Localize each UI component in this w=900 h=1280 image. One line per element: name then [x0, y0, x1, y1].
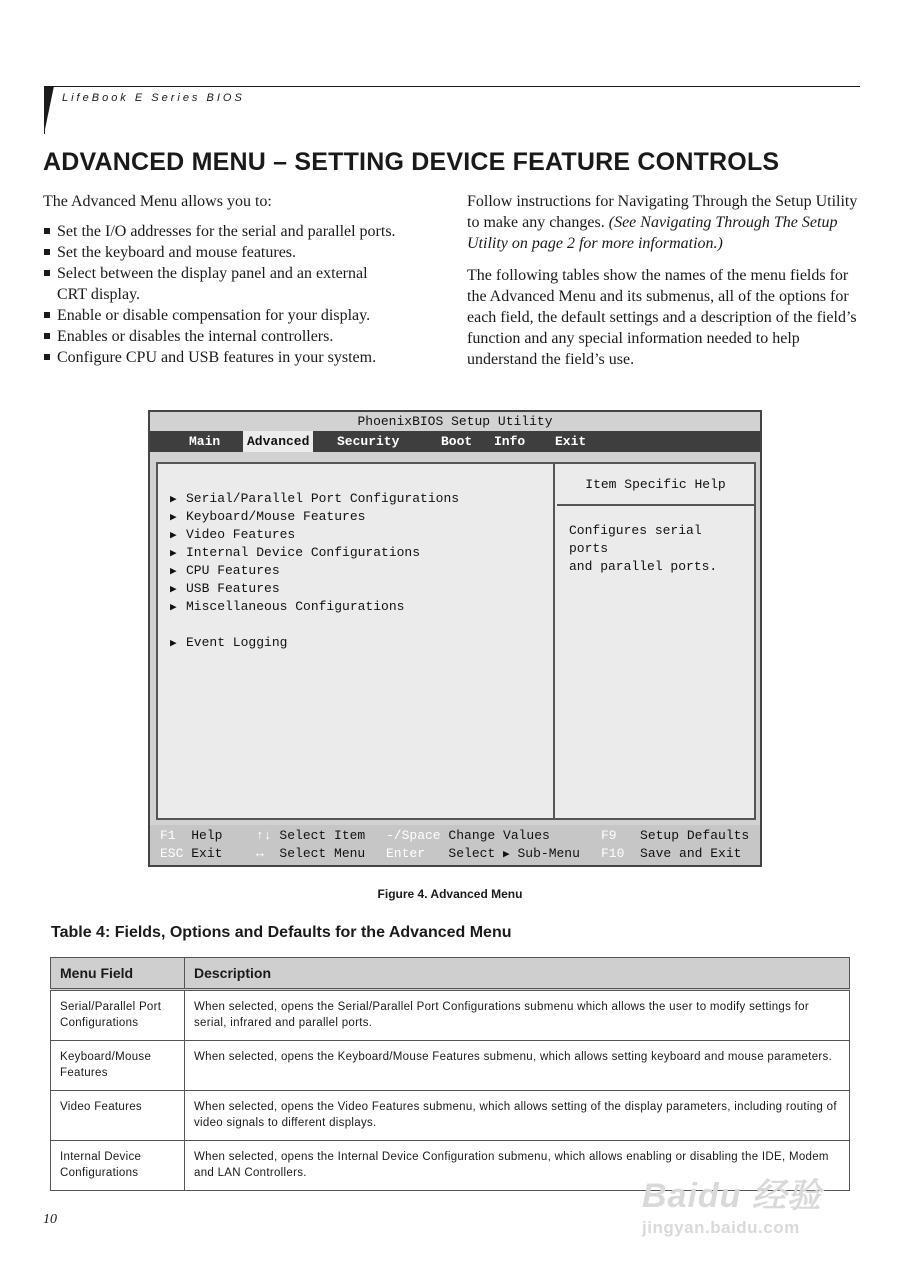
submenu-arrow-icon: ▶ — [170, 548, 177, 560]
column-header-description: Description — [185, 958, 850, 990]
bios-item-video[interactable]: ▶ Video Features — [170, 526, 295, 544]
bios-item-cpu[interactable]: ▶ CPU Features — [170, 562, 280, 580]
bios-menu-boot[interactable]: Boot — [441, 434, 473, 449]
header-rule — [44, 86, 860, 87]
bios-item-internal-device[interactable]: ▶ Internal Device Configurations — [170, 544, 420, 562]
intro-right-column — [467, 191, 862, 381]
bios-title: PhoenixBIOS Setup Utility — [357, 414, 553, 429]
watermark — [640, 1168, 860, 1248]
table-row — [51, 1091, 850, 1141]
help-title: Item Specific Help — [557, 464, 754, 506]
table-title: Table 4: Fields, Options and Defaults for the Advanced Menu — [51, 924, 512, 941]
list-item: Configure CPU and USB features in your system. — [43, 347, 443, 368]
bios-menu-exit[interactable]: Exit — [555, 434, 587, 449]
tables-overview: The following tables show the names of the menu fields for the Advanced Menu and its submenus, all of the options for each field, the default settings and a description of the field’s function and any special information needed to help understand the field’s use. — [467, 267, 857, 368]
menu-field-cell: Video Features — [51, 1091, 185, 1141]
bios-body — [156, 462, 756, 820]
list-item: Enables or disables the internal controllers. — [43, 326, 443, 347]
key-exit: ESC Exit — [160, 846, 223, 861]
submenu-arrow-icon: ▶ — [170, 584, 177, 596]
page-number: 10 — [43, 1212, 57, 1227]
header-corner-mark — [44, 86, 54, 134]
navigation-reference: (See Navigating Through The Setup Utility on page 2 for more information.) — [467, 214, 838, 252]
bios-item-list — [158, 464, 555, 818]
key-change-values: -/Space Change Values — [386, 828, 550, 843]
watermark-logo: Baidu 经验 — [642, 1177, 822, 1215]
table-row — [51, 1041, 850, 1091]
bios-item-usb[interactable]: ▶ USB Features — [170, 580, 280, 598]
running-head: LifeBook E Series BIOS — [62, 92, 245, 104]
key-setup-defaults: F9 Setup Defaults — [601, 828, 750, 843]
menu-field-cell: Keyboard/Mouse Features — [51, 1041, 185, 1091]
intro-left-column — [43, 191, 443, 368]
submenu-arrow-icon: ▶ — [170, 638, 177, 650]
navigation-instructions — [467, 191, 862, 254]
navigation-instructions-text: Follow instructions for Navigating Through the Setup Utility to make any changes. — [467, 193, 858, 231]
submenu-arrow-icon: ▶ — [170, 602, 177, 614]
bios-item-keyboard-mouse[interactable]: ▶ Keyboard/Mouse Features — [170, 508, 365, 526]
bios-screen — [148, 410, 762, 867]
description-cell: When selected, opens the Keyboard/Mouse Features submenu, which allows setting keyboard and mouse parameters. — [185, 1041, 850, 1091]
submenu-arrow-icon: ▶ — [170, 512, 177, 524]
description-cell: When selected, opens the Serial/Parallel Port Configurations submenu which allows the user to modify settings for serial, infrared and parallel ports. — [185, 990, 850, 1041]
bios-menu-advanced[interactable]: Advanced — [243, 431, 313, 452]
description-cell: When selected, opens the Video Features submenu, which allows setting of the display parameters, including routing of video signals to different displays. — [185, 1091, 850, 1141]
bios-menu-info[interactable]: Info — [494, 434, 526, 449]
submenu-arrow-icon: ▶ — [170, 566, 177, 578]
bios-help-panel — [557, 464, 754, 818]
submenu-arrow-icon: ▶ — [170, 530, 177, 542]
description-cell: When selected, opens the Internal Device Configuration submenu, which allows enabling or disabling the IDE, Modem and LAN Controllers. — [185, 1141, 850, 1191]
bios-item-miscellaneous[interactable]: ▶ Miscellaneous Configurations — [170, 598, 404, 616]
advanced-menu-table — [50, 957, 850, 1191]
list-item: Set the keyboard and mouse features. — [43, 242, 443, 263]
menu-field-cell: Serial/Parallel Port Configurations — [51, 990, 185, 1041]
key-select-menu: ↔ Select Menu — [256, 846, 366, 861]
bios-item-event-logging[interactable]: ▶ Event Logging — [170, 634, 287, 652]
key-save-exit: F10 Save and Exit — [601, 846, 742, 861]
list-item: Set the I/O addresses for the serial and parallel ports. — [43, 221, 443, 242]
bios-menubar — [150, 431, 760, 452]
left-right-arrows-icon: ↔ — [256, 846, 264, 861]
bios-item-serial-parallel[interactable]: ▶ Serial/Parallel Port Configurations — [170, 490, 459, 508]
help-text: Configures serial ports and parallel ports. — [569, 523, 718, 574]
intro-lead: The Advanced Menu allows you to: — [43, 193, 272, 210]
page-title: ADVANCED MENU – SETTING DEVICE FEATURE CONTROLS — [43, 148, 780, 176]
menu-field-cell: Internal Device Configurations — [51, 1141, 185, 1191]
list-item: Select between the display panel and an external CRT display. — [43, 263, 393, 305]
key-select-submenu: Enter Select ▶ Sub-Menu — [386, 846, 580, 861]
submenu-arrow-icon: ▶ — [503, 849, 510, 861]
feature-list — [43, 221, 443, 368]
bios-menu-security[interactable]: Security — [337, 434, 400, 449]
up-down-arrows-icon: ↑↓ — [256, 828, 272, 843]
list-item: Enable or disable compensation for your display. — [43, 305, 443, 326]
bios-key-legend — [150, 825, 760, 865]
column-header-menu-field: Menu Field — [51, 958, 185, 990]
key-select-item: ↑↓ Select Item — [256, 828, 366, 843]
table-row — [51, 990, 850, 1041]
watermark-url: jingyan.baidu.com — [642, 1218, 800, 1237]
bios-menu-main[interactable]: Main — [189, 434, 221, 449]
table-header-row — [51, 958, 850, 990]
figure-caption: Figure 4. Advanced Menu — [377, 887, 523, 901]
submenu-arrow-icon: ▶ — [170, 494, 177, 506]
key-help: F1 Help — [160, 828, 223, 843]
